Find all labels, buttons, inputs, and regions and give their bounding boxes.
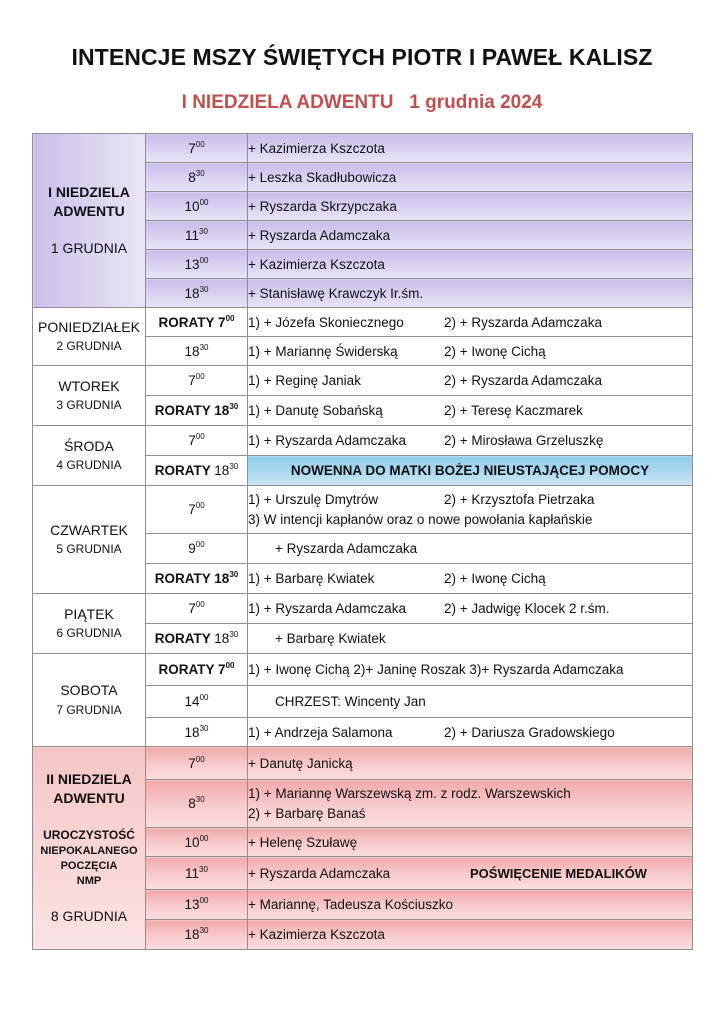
day-cell-friday: [33, 594, 146, 654]
mass-time: RORATY $18^{30}$: [146, 456, 248, 486]
day-date: 1 GRUDNIA: [50, 240, 128, 257]
intention: + Kazimierza Kszczota: [248, 250, 693, 279]
mass-time: RORATY $7^{00}$: [146, 308, 248, 337]
day-cell-saturday: [33, 654, 146, 747]
day-date: 4 GRUDNIA: [56, 458, 122, 472]
intention: CHRZEST: Wincenty Jan: [248, 686, 693, 718]
day-cell-thursday: [33, 486, 146, 594]
mass-time: $18^{30}$: [146, 337, 248, 366]
table-row: [33, 654, 693, 686]
intention: + Danutę Janicką: [248, 747, 693, 780]
day-name: ŚRODA: [64, 437, 114, 454]
mass-time: RORATY $7^{00}$: [146, 654, 248, 686]
intention: 1) + Iwonę Cichą 2)+ Janinę Roszak 3)+ Ryszarda Adamczaka: [248, 654, 693, 686]
mass-time: $7^{00}$: [146, 486, 248, 534]
mass-time: $7^{00}$: [146, 747, 248, 780]
intention: 1) + Ryszarda Adamczaka 2) + Mirosława Grzeluszkę: [248, 426, 693, 456]
mass-time: RORATY $18^{30}$: [146, 564, 248, 594]
mass-time: $11^{30}$: [146, 221, 248, 250]
mass-time: $8^{30}$: [146, 780, 248, 828]
intention: 1) + Danutę Sobańską 2) + Teresę Kaczmarek: [248, 396, 693, 426]
day-cell-sunday-1: [33, 134, 146, 308]
mass-time: $14^{00}$: [146, 686, 248, 718]
mass-time: $13^{00}$: [146, 890, 248, 920]
day-name: I NIEDZIELA: [48, 183, 130, 200]
feast-name: NMP: [76, 875, 102, 888]
intention: 1) + Reginę Janiak 2) + Ryszarda Adamczaka: [248, 366, 693, 396]
mass-time: $18^{30}$: [146, 920, 248, 950]
day-date: 2 GRUDNIA: [56, 339, 122, 353]
day-cell-tuesday: [33, 366, 146, 426]
mass-time: $7^{00}$: [146, 594, 248, 624]
mass-time: $18^{30}$: [146, 279, 248, 308]
day-name: PONIEDZIAŁEK: [38, 318, 140, 335]
intention: + Stanisławę Krawczyk Ir.śm.: [248, 279, 693, 308]
page-subtitle: I NIEDZIELA ADWENTU 1 grudnia 2024: [181, 92, 543, 113]
intention: 1) + Mariannę Warszewską zm. z rodz. Warszewskich 2) + Barbarę Banaś: [248, 780, 693, 828]
intention: 1) + Mariannę Świderską 2) + Iwonę Cichą: [248, 337, 693, 366]
table-row: [33, 747, 693, 780]
day-name: PIĄTEK: [64, 605, 114, 622]
intention: 1) + Barbarę Kwiatek 2) + Iwonę Cichą: [248, 564, 693, 594]
intention: + Kazimierza Kszczota: [248, 920, 693, 950]
page-title: INTENCJE MSZY ŚWIĘTYCH PIOTR I PAWEŁ KALISZ: [71, 44, 653, 70]
feast-name: POCZĘCIA: [60, 860, 118, 873]
table-row: [33, 486, 693, 534]
intention: 1) + Ryszarda Adamczaka 2) + Jadwigę Klocek 2 r.śm.: [248, 594, 693, 624]
intention: + Ryszarda Adamczaka: [248, 221, 693, 250]
day-name: II NIEDZIELA: [46, 770, 132, 787]
table-row: [33, 594, 693, 624]
intention: + Mariannę, Tadeusza Kościuszko: [248, 890, 693, 920]
mass-time: RORATY $18^{30}$: [146, 624, 248, 654]
day-cell-monday: [33, 308, 146, 366]
mass-time: $10^{00}$: [146, 192, 248, 221]
mass-intentions-table: [32, 133, 693, 950]
novena-banner: NOWENNA DO MATKI BOŻEJ NIEUSTAJĄCEJ POMOCY: [248, 456, 693, 486]
intention: + Ryszarda Adamczaka POŚWIĘCENIE MEDALIKÓW: [248, 857, 693, 890]
intention: + Ryszarda Skrzypczaka: [248, 192, 693, 221]
day-date: 6 GRUDNIA: [56, 626, 122, 640]
day-date: 8 GRUDNIA: [50, 908, 128, 925]
day-name: CZWARTEK: [50, 521, 128, 538]
intention: + Kazimierza Kszczota: [248, 134, 693, 163]
mass-time: $8^{30}$: [146, 163, 248, 192]
feast-name: UROCZYSTOŚĆ: [43, 828, 135, 843]
mass-time: RORATY $18^{30}$: [146, 396, 248, 426]
feast-name: NIEPOKALANEGO: [40, 845, 138, 858]
intention: + Ryszarda Adamczaka: [248, 534, 693, 564]
day-name: ADWENTU: [53, 202, 125, 219]
mass-time: $7^{00}$: [146, 426, 248, 456]
intention: 1) + Urszulę Dmytrów 2) + Krzysztofa Pietrzaka 3) W intencji kapłanów oraz o nowe powołania kapłańskie: [248, 486, 693, 534]
intention: 1) + Józefa Skoniecznego 2) + Ryszarda Adamczaka: [248, 308, 693, 337]
table-row: [33, 134, 693, 163]
day-name: SOBOTA: [60, 682, 118, 699]
intention: + Barbarę Kwiatek: [248, 624, 693, 654]
table-row: [33, 308, 693, 337]
table-row: [33, 426, 693, 456]
mass-time: $10^{00}$: [146, 828, 248, 857]
day-cell-wednesday: [33, 426, 146, 486]
day-name: WTOREK: [58, 377, 120, 394]
day-date: 7 GRUDNIA: [56, 702, 122, 717]
mass-time: $9^{00}$: [146, 534, 248, 564]
mass-time: $7^{00}$: [146, 366, 248, 396]
mass-time: $11^{30}$: [146, 857, 248, 890]
mass-time: $13^{00}$: [146, 250, 248, 279]
day-date: 3 GRUDNIA: [56, 398, 122, 412]
mass-time: $7^{00}$: [146, 134, 248, 163]
table-row: [33, 366, 693, 396]
day-date: 5 GRUDNIA: [56, 542, 122, 556]
intention: + Leszka Skadłubowicza: [248, 163, 693, 192]
intention: 1) + Andrzeja Salamona 2) + Dariusza Gradowskiego: [248, 718, 693, 747]
day-cell-sunday-2: [33, 747, 146, 950]
medal-blessing-note: POŚWIĘCENIE MEDALIKÓW: [470, 865, 647, 881]
mass-time: $18^{30}$: [146, 718, 248, 747]
intention: + Helenę Szuławę: [248, 828, 693, 857]
day-name: ADWENTU: [53, 789, 125, 806]
